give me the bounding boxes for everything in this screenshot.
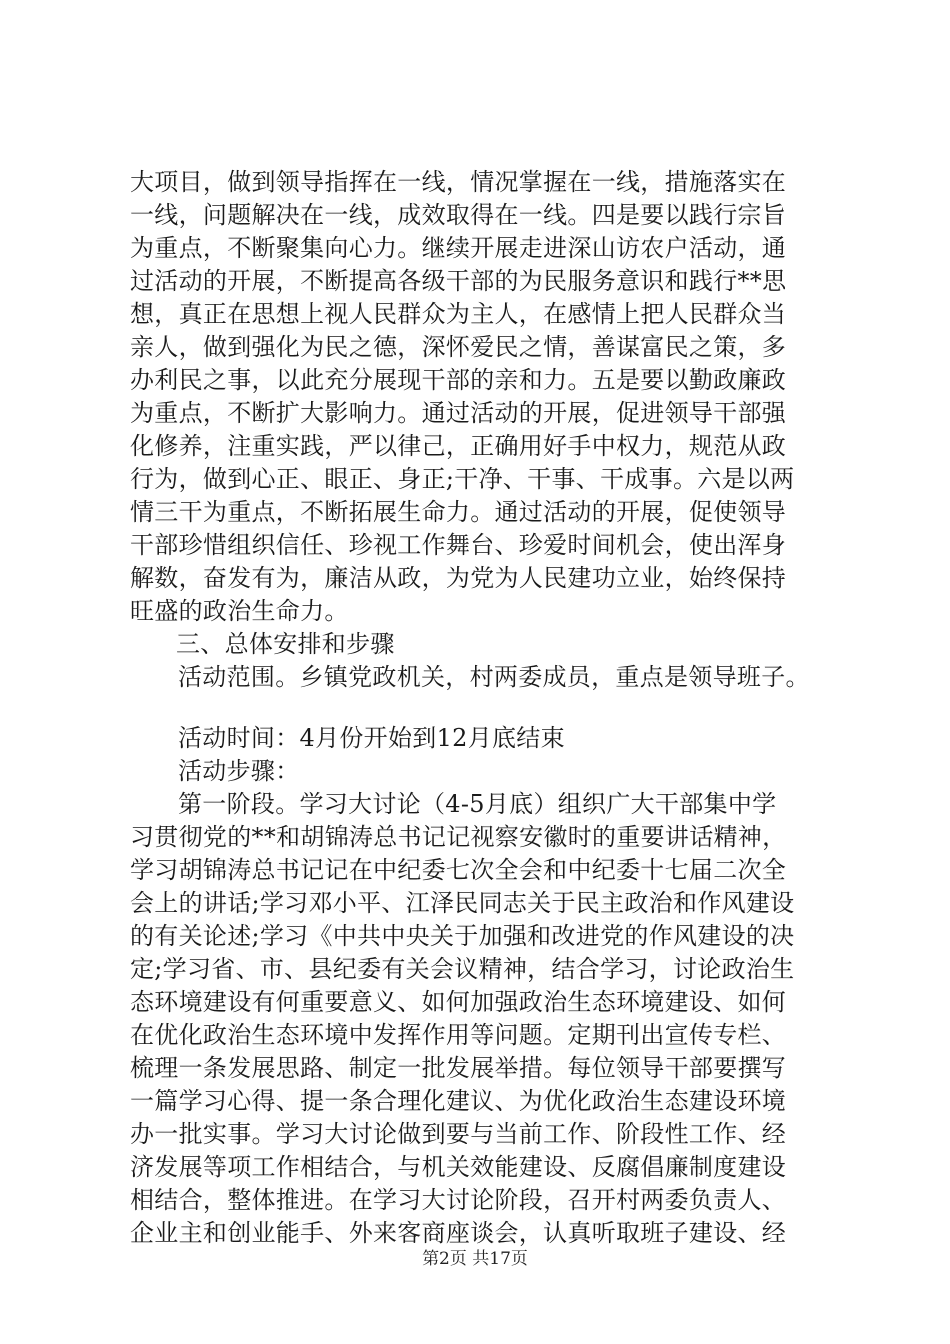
text-line: 情三干为重点，不断拓展生命力。通过活动的开展，促使领导	[130, 498, 787, 526]
text-line: 习贯彻党的**和胡锦涛总书记记视察安徽时的重要讲话精神，	[130, 823, 787, 851]
text-line: 解数，奋发有为，廉洁从政，为党为人民建功立业，始终保持	[130, 564, 787, 592]
text-line: 一篇学习心得、提一条合理化建议、为优化政治生态建设环境	[130, 1087, 787, 1115]
text-line: 旺盛的政治生命力。	[130, 597, 349, 625]
text-line: 定;学习省、市、县纪委有关会议精神，结合学习，讨论政治生	[130, 955, 795, 983]
text-line: 办一批实事。学习大讨论做到要与当前工作、阶段性工作、经	[130, 1120, 787, 1148]
text-line: 学习胡锦涛总书记记在中纪委七次全会和中纪委十七届二次全	[130, 856, 787, 884]
text-line: 第一阶段。学习大讨论（4-5月底）组织广大干部集中学	[178, 790, 777, 818]
text-line: 办利民之事，以此充分展现干部的亲和力。五是要以勤政廉政	[130, 366, 787, 394]
text-line: 想，真正在思想上视人民群众为主人，在感情上把人民群众当	[130, 300, 787, 328]
text-line: 亲人，做到强化为民之德，深怀爱民之情，善谋富民之策，多	[130, 333, 787, 361]
text-line: 为重点，不断扩大影响力。通过活动的开展，促进领导干部强	[130, 399, 787, 427]
text-line: 济发展等项工作相结合，与机关效能建设、反腐倡廉制度建设	[130, 1153, 787, 1181]
text-line: 化修养，注重实践，严以律己，正确用好手中权力，规范从政	[130, 432, 787, 460]
text-line: 一线，问题解决在一线，成效取得在一线。四是要以践行宗旨	[130, 201, 787, 229]
text-line: 过活动的开展，不断提高各级干部的为民服务意识和践行**思	[130, 267, 787, 295]
text-line: 行为，做到心正、眼正、身正;干净、干事、干成事。六是以两	[130, 465, 795, 493]
text-line: 在优化政治生态环境中发挥作用等问题。定期刊出宣传专栏、	[130, 1021, 787, 1049]
text-line: 的有关论述;学习《中共中央关于加强和改进党的作风建设的决	[130, 922, 795, 950]
text-line: 活动步骤：	[178, 757, 300, 785]
text-line: 企业主和创业能手、外来客商座谈会，认真听取班子建设、经	[130, 1219, 787, 1247]
section-heading: 三、总体安排和步骤	[176, 630, 395, 658]
body-text	[130, 166, 840, 1250]
text-line: 会上的讲话;学习邓小平、江泽民同志关于民主政治和作风建设	[130, 889, 795, 917]
text-line: 活动时间：4月份开始到12月底结束	[178, 724, 565, 752]
text-line: 干部珍惜组织信任、珍视工作舞台、珍爱时间机会，使出浑身	[130, 531, 787, 559]
text-line: 大项目，做到领导指挥在一线，情况掌握在一线，措施落实在	[130, 168, 787, 196]
text-line: 活动范围。乡镇党政机关，村两委成员，重点是领导班子。	[178, 663, 810, 691]
paragraph-gap	[130, 694, 840, 722]
page-number-footer: 第2页 共17页	[422, 1249, 528, 1269]
text-line: 相结合，整体推进。在学习大讨论阶段，召开村两委负责人、	[130, 1186, 787, 1214]
text-line: 为重点，不断聚集向心力。继续开展走进深山访农户活动，通	[130, 234, 787, 262]
text-line: 态环境建设有何重要意义、如何加强政治生态环境建设、如何	[130, 988, 787, 1016]
text-line: 梳理一条发展思路、制定一批发展举措。每位领导干部要撰写	[130, 1054, 787, 1082]
